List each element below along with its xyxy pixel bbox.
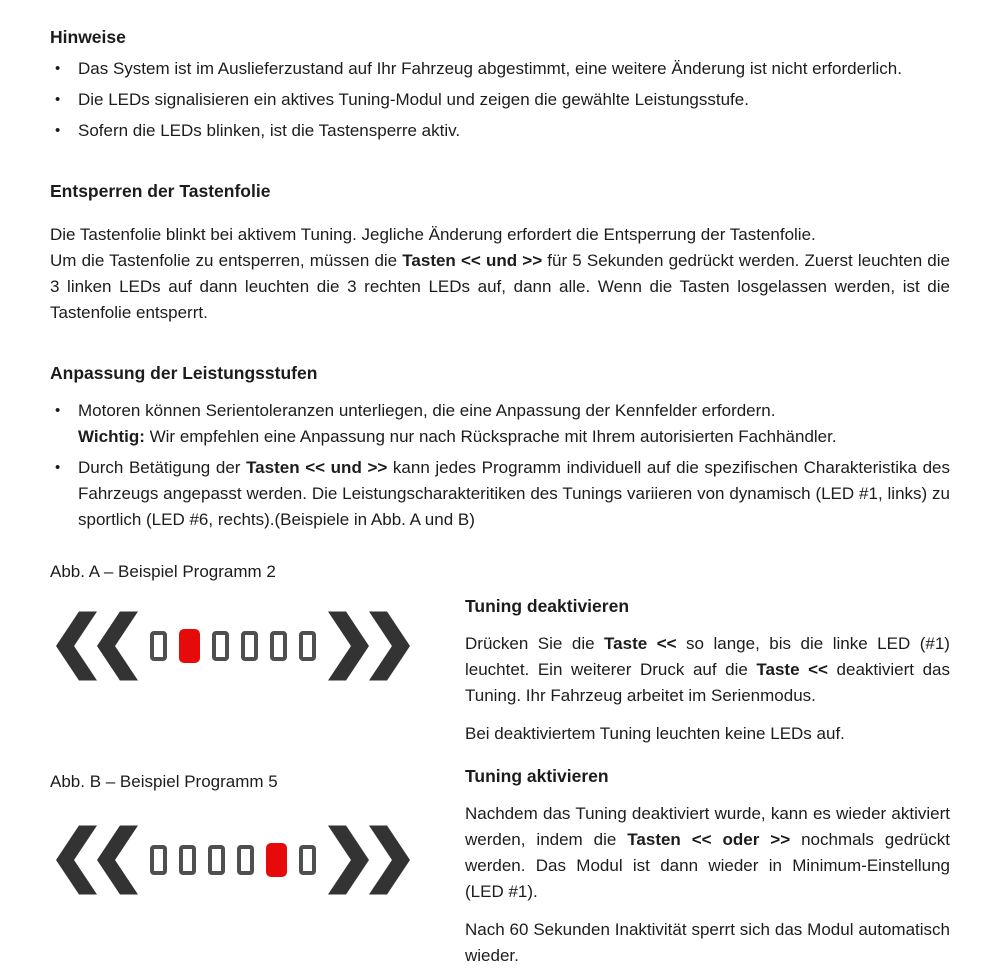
led-box [150, 845, 167, 875]
hinweise-heading: Hinweise [50, 27, 126, 47]
text-segment: deaktiviert das Tuning. Ihr Fahrzeug arbeitet im Serienmodus. [465, 660, 950, 705]
figure-a-label: Abb. A – Beispiel Programm 2 [50, 562, 276, 581]
led-box [150, 631, 167, 661]
tuning-deaktivieren-note: Bei deaktiviertem Tuning leuchten keine LEDs auf. [465, 724, 845, 743]
tuning-aktivieren-heading: Tuning aktivieren [465, 766, 609, 786]
double-chevron-right-icon [328, 609, 410, 683]
led-box [237, 845, 254, 875]
taste-bold-label: Taste << [756, 660, 828, 679]
entsperren-paragraph [50, 222, 950, 326]
double-chevron-left-icon [56, 823, 138, 897]
tasten-bold-label: Tasten << und >> [402, 251, 543, 270]
text-segment: Nachdem das Tuning deaktiviert wurde, kann es wieder aktiviert werden, indem die [465, 804, 950, 849]
bullet-item: • Die LEDs signalisieren ein aktives Tuning-Modul und zeigen die gewählte Leistungsstufe. [50, 87, 950, 113]
bullet-item [50, 398, 950, 450]
tasten-bold-label: Tasten << oder >> [627, 830, 791, 849]
led-box [212, 631, 229, 661]
led-row [150, 629, 316, 663]
led-box-active [266, 843, 287, 877]
section-hinweise [50, 24, 950, 144]
figure-b-label: Abb. B – Beispiel Programm 5 [50, 772, 278, 791]
led-box [208, 845, 225, 875]
figures-column [50, 559, 465, 969]
anpassung-list [50, 398, 950, 533]
bullet-item: • Das System ist im Auslieferzustand auf Ihr Fahrzeug abgestimmt, eine weitere Änderung ist nicht erforderlich. [50, 56, 950, 82]
led-row [150, 843, 316, 877]
figures-and-instructions [50, 559, 950, 969]
hinweise-list [50, 56, 950, 144]
figure-a [56, 609, 465, 683]
led-box [299, 631, 316, 661]
tuning-aktivieren-note: Nach 60 Sekunden Inaktivität sperrt sich das Modul automatisch wieder. [465, 920, 950, 965]
entsperren-heading: Entsperren der Tastenfolie [50, 181, 271, 201]
tuning-deaktivieren-paragraph [465, 631, 950, 709]
section-anpassung [50, 360, 950, 533]
bullet-item: • Sofern die LEDs blinken, ist die Tastensperre aktiv. [50, 118, 950, 144]
text-segment: für 5 Sekunden gedrückt werden. Zuerst leuchten die 3 linken LEDs auf dann leuchten die 3 rechten LEDs auf, dann alle. Wenn die Tasten losgelassen werden, ist die Tastenfolie entsperrt. [50, 251, 950, 322]
tuning-aktivieren-paragraph [465, 801, 950, 905]
text-segment: Die Tastenfolie blinkt bei aktivem Tuning. Jegliche Änderung erfordert die Entsperrung der Tastenfolie. [50, 225, 816, 244]
text-segment: Wir empfehlen eine Anpassung nur nach Rücksprache mit Ihrem autorisierten Fachhändler. [144, 427, 837, 446]
figure-b [56, 823, 465, 897]
double-chevron-left-icon [56, 609, 138, 683]
tuning-deaktivieren-heading: Tuning deaktivieren [465, 596, 630, 616]
text-segment: Durch Betätigung der [78, 458, 247, 477]
section-entsperren [50, 178, 950, 326]
text-segment: Um die Tastenfolie zu entsperren, müssen die [50, 251, 403, 270]
anpassung-heading: Anpassung der Leistungsstufen [50, 363, 318, 383]
instructions-column [465, 559, 950, 969]
text-segment: Motoren können Serientoleranzen unterliegen, die eine Anpassung der Kennfelder erfordern. [78, 401, 776, 420]
text-segment: kann jedes Programm individuell auf die spezifischen Charakteristika des Fahrzeugs angepasst werden. Die Leistungscharakteritiken des Tunings variieren von dynamisch (LED #1, links) zu sportlich (LED #6, rechts).(Beispiele in Abb. A und B) [78, 458, 950, 529]
bullet-item [50, 455, 950, 533]
text-segment: so lange, bis die linke LED (#1) leuchtet. Ein weiterer Druck auf die [465, 634, 950, 679]
led-box [241, 631, 258, 661]
led-box [299, 845, 316, 875]
text-segment: Drücken Sie die [465, 634, 605, 653]
wichtig-bold-label: Wichtig: [78, 427, 145, 446]
double-chevron-right-icon [328, 823, 410, 897]
led-box [270, 631, 287, 661]
tasten-bold-label: Tasten << und >> [246, 458, 388, 477]
led-box [179, 845, 196, 875]
led-box-active [179, 629, 200, 663]
taste-bold-label: Taste << [604, 634, 677, 653]
text-segment: nochmals gedrückt werden. Das Modul ist dann wieder in Minimum-Einstellung (LED #1). [465, 830, 950, 901]
